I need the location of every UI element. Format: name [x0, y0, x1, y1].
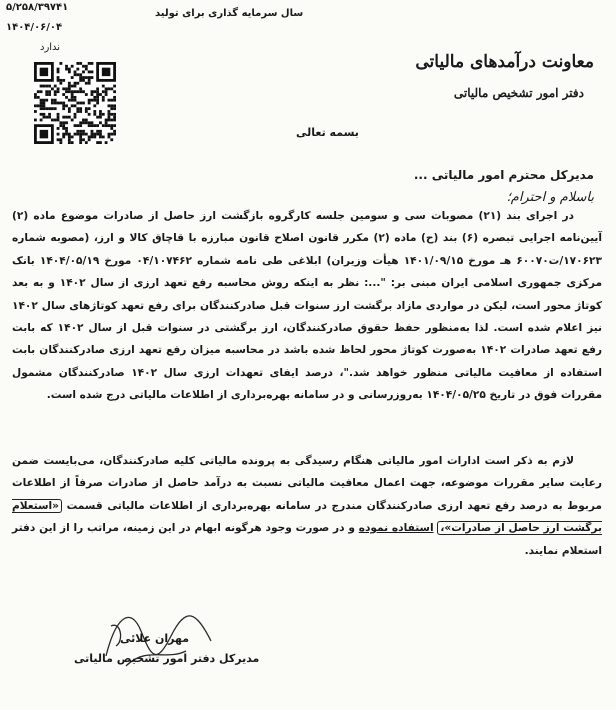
paragraph-2-text-c: و در صورت وجود هرگونه ابهام در این زمینه، مراتب را از این دفتر استعلام نمایند.: [12, 522, 602, 557]
addressee: مدیرکل محترم امور مالیاتی ...: [413, 168, 594, 182]
paragraph-2-text-a: لازم به ذکر است ادارات امور مالیاتی هنگام رسیدگی به پرونده مالیاتی کلیه صادرکنندگان، می‌بایست ضمن رعایت سایر مقررات موضوعه، جهت اعمال معافیت مالیاتی نسبت به درآمد حاصل از صادرات صرفاً از اطلاعات مربوط به درصد رفع تعهد ارزی صادرکنندگان مندرج در سامانه بهره‌برداری از اطلاعات مالیاتی قسمت: [12, 455, 602, 512]
org-name: معاونت درآمدهای مالیاتی: [415, 52, 594, 72]
qr-code: [34, 62, 116, 144]
attachment-status: ندارد: [40, 42, 61, 53]
underlined-phrase: استفاده نموده: [358, 522, 434, 535]
signer-title: مدیرکل دفتر امور تشخیص مالیاتی: [74, 652, 260, 665]
paragraph-2: [12, 450, 602, 562]
letter-number: ۵/۲۵۸/۳۹۷۴۱: [6, 2, 69, 13]
greeting: باسلام و احترام؛: [506, 190, 594, 205]
paragraph-1: [12, 205, 602, 407]
org-office: دفتر امور تشخیص مالیاتی: [453, 86, 584, 100]
signer-name: مهران علائی: [120, 632, 190, 645]
letter-date: ۱۴۰۴/۰۶/۰۴: [6, 22, 63, 33]
highlighted-section-name: «استعلام برگشت ارز حاصل از صادرات»،: [12, 499, 602, 535]
basmala: بسمه تعالی: [296, 126, 359, 139]
year-slogan: سال سرمایه گذاری برای تولید: [155, 8, 304, 19]
paragraph-1-text: در اجرای بند (۲۱) مصوبات سی و سومین جلسه کارگروه بازگشت ارز حاصل از صادرات موضوع ماده (۲) آیین‌نامه اجرایی تبصره (۶) بند (ح) ماده (۲) مکرر قانون اصلاح قانون مبارزه با قاچاق کالا و ارز، (مصوبه شماره ۱۷۰۶۲۳/ت۶۰۰۷۰ هـ مورخ ۱۴۰۱/۰۹/۱۵ هیأت وزیران) ابلاغی طی نامه شماره ۰۴/۱۰۷۴۶۲ مورخ ۱۴۰۴/۰۵/۱۹ بانک مرکزی جمهوری اسلامی ایران مبنی بر: "...: نظر به اینکه روش محاسبه رفع تعهد ارزی از سال ۱۴۰۲ و به بعد کوتاژ محور است، لیکن در مواردی مازاد برگشت ارز سنوات قبل صادرکنندگان برای رفع تعهد کوتاژهای سال ۱۴۰۲ نیز اعلام شده است. لذا به‌منظور حفظ حقوق صادرکنندگان، ارز برگشتی در سنوات قبل از سال ۱۴۰۲ که بابت رفع تعهد صادرات ۱۴۰۲ به‌صورت کوتاژ محور لحاظ شده باشد در محاسبه میزان رفع تعهد ارزی صادرکنندگان بابت استفاده از معافیت مالیاتی منظور خواهد شد."، درصد ایفای تعهدات ارزی سال ۱۴۰۲ صادرکنندگان مشمول مقررات فوق در تاریخ ۱۴۰۴/۰۵/۲۵ به‌روزرسانی و در سامانه بهره‌برداری از اطلاعات مالیاتی درج شده است.: [12, 210, 603, 402]
